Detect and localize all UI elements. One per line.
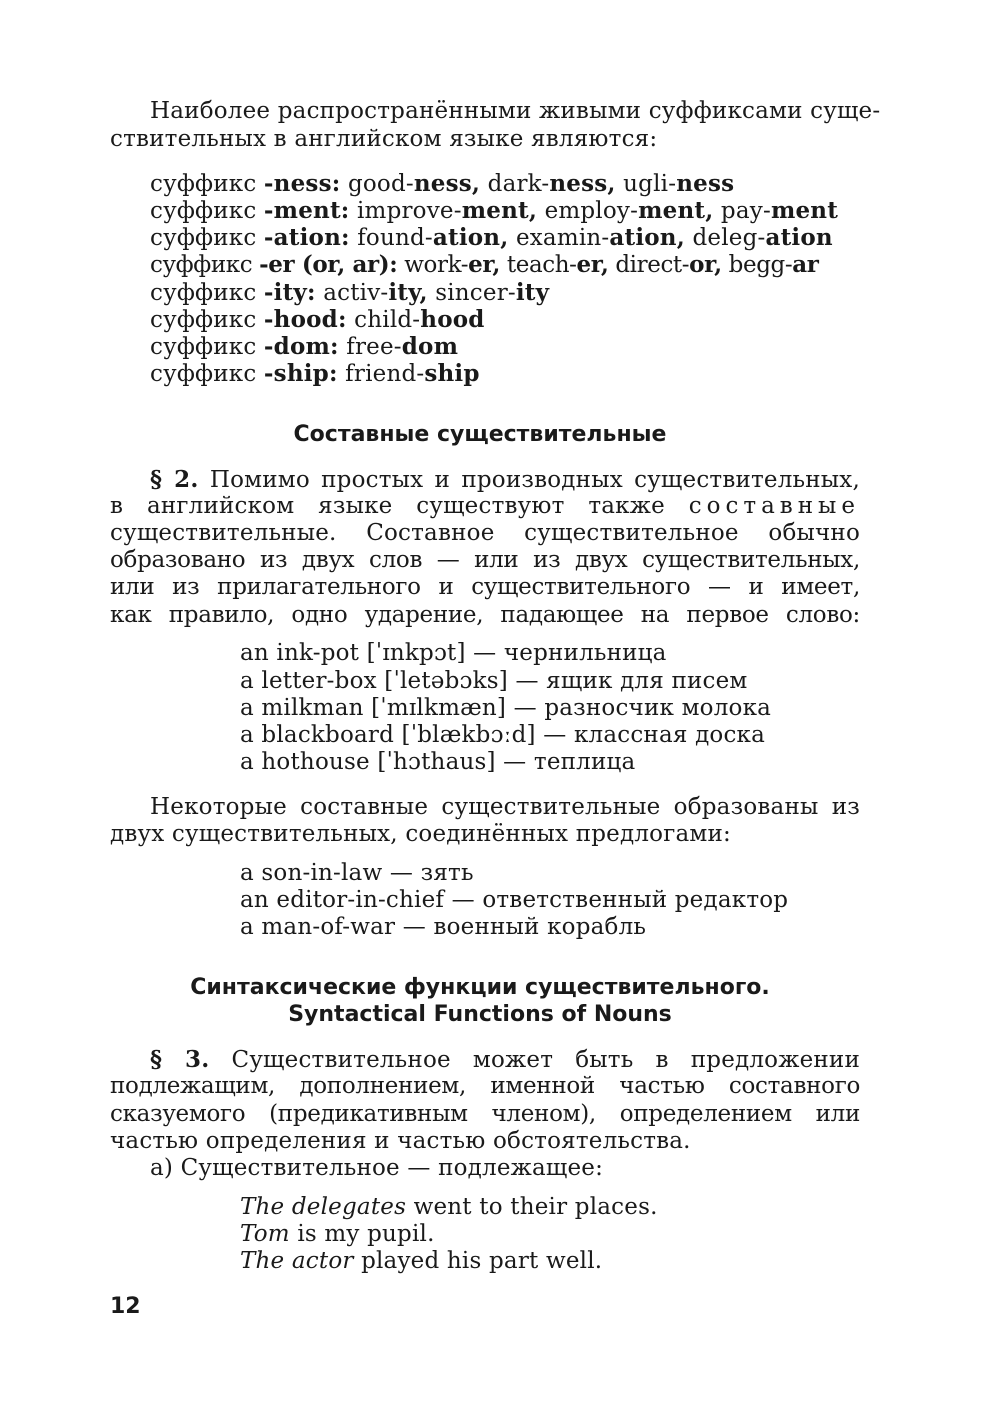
- suffix-row: суффикс -ity: activ-ity, sincer-ity: [150, 279, 550, 306]
- paragraph-line: существительные. Составное существительное обычно: [110, 520, 860, 546]
- paragraph-line: § 3. Существительное может быть в предложении: [150, 1046, 860, 1073]
- suffix-row: суффикс -hood: child-hood: [150, 306, 485, 333]
- paragraph-line: § 2. Помимо простых и производных существительных,: [150, 466, 860, 493]
- suffix-row: суффикс -ship: friend-ship: [150, 360, 480, 387]
- compound-example: a man-of-war — военный корабль: [240, 914, 647, 940]
- suffix-row: суффикс -er (or, ar): work-er, teach-er, direct-or, begg-ar: [150, 251, 819, 278]
- suffix-row: суффикс -dom: free-dom: [150, 333, 459, 360]
- subsection-label: а) Существительное — подлежащее:: [150, 1155, 604, 1181]
- paragraph-line: Некоторые составные существительные образованы из: [150, 794, 860, 820]
- compound-example: an editor-in-chief — ответственный редактор: [240, 887, 789, 913]
- sentence-example: Tom is my pupil.: [240, 1221, 435, 1247]
- paragraph-line: как правило, одно ударение, падающее на первое слово:: [110, 602, 860, 628]
- compound-example: a hothouse [ˈhɔthaus] — теплица: [240, 749, 636, 775]
- compound-example: an ink-pot [ˈɪnkpɔt] — чернильница: [240, 640, 667, 666]
- paragraph-line: образовано из двух слов — или из двух существительных,: [110, 547, 860, 573]
- paragraph-mark: § 3.: [150, 1046, 210, 1073]
- compound-example: a milkman [ˈmɪlkmæn] — разносчик молока: [240, 695, 772, 721]
- paragraph-mark: § 2.: [150, 466, 199, 493]
- compound-example: a blackboard [ˈblækbɔːd] — классная доска: [240, 722, 766, 748]
- paragraph-line: подлежащим, дополнением, именной частью составного: [110, 1073, 860, 1099]
- compound-example: a son-in-law — зять: [240, 860, 474, 886]
- suffix-row: суффикс -ation: found-ation, examin-ation, deleg-ation: [150, 224, 833, 251]
- paragraph-line: частью определения и частью обстоятельства.: [110, 1128, 691, 1154]
- paragraph-line: сказуемого (предикативным членом), определением или: [110, 1101, 860, 1127]
- section-heading: Синтаксические функции существительного.: [190, 975, 770, 1000]
- sentence-example: The delegates went to their places.: [240, 1194, 658, 1220]
- intro-line-1: Наиболее распространёнными живыми суффиксами суще-: [150, 98, 881, 124]
- section-heading: Составные существительные: [293, 422, 667, 447]
- intro-line-2: ствительных в английском языке являются:: [110, 126, 658, 152]
- sentence-example: The actor played his part well.: [240, 1248, 603, 1274]
- spaced-term: составные: [688, 493, 860, 519]
- suffix-row: суффикс -ness: good-ness, dark-ness, ugli-ness: [150, 170, 735, 197]
- page-number: 12: [110, 1294, 141, 1319]
- suffix-row: суффикс -ment: improve-ment, employ-ment, pay-ment: [150, 197, 839, 224]
- compound-example: a letter-box [ˈletəbɔks] — ящик для писем: [240, 668, 748, 694]
- paragraph-line: или из прилагательного и существительного — и имеет,: [110, 574, 860, 600]
- section-heading-english: Syntactical Functions of Nouns: [288, 1002, 672, 1027]
- paragraph-line: двух существительных, соединённых предлогами:: [110, 821, 731, 847]
- paragraph-line: в английском языке существуют также составные: [110, 493, 860, 519]
